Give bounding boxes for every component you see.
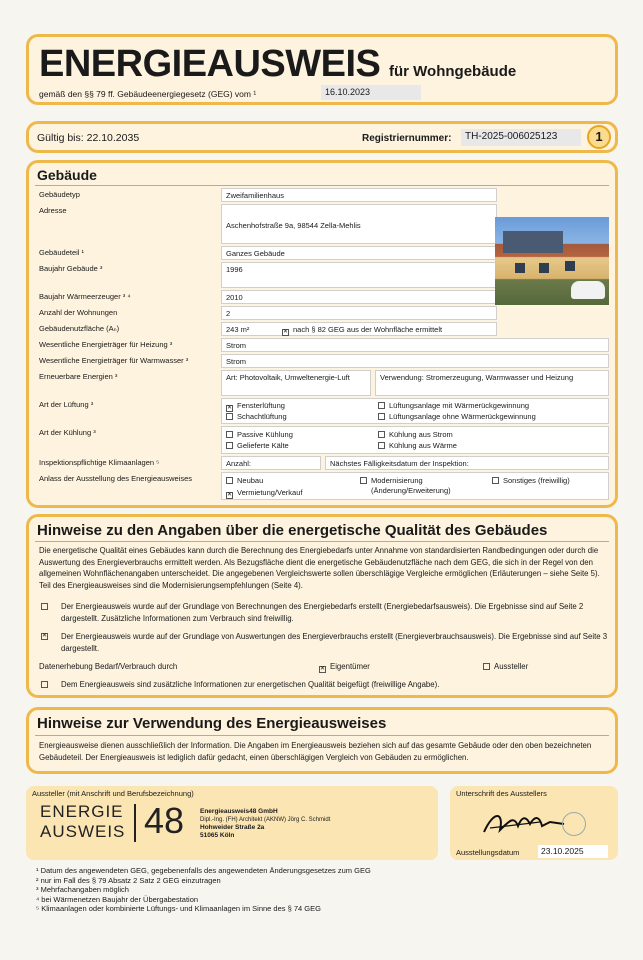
row-value: Ganzes Gebäude: [221, 246, 497, 260]
stamp-icon: [562, 812, 586, 836]
row-value: [221, 322, 497, 336]
option-schachtlueftung[interactable]: [226, 412, 287, 421]
building-photo: [495, 217, 609, 305]
option-zusatzinfo[interactable]: [39, 679, 609, 691]
signature-box: [450, 786, 618, 860]
checkbox-icon: [378, 442, 385, 449]
option-label: Dem Energieausweis sind zusätzliche Informationen zur energetischen Qualität beigefügt (freiwillige Angabe).: [61, 680, 440, 689]
row-label: Erneuerbare Energien ³: [39, 372, 118, 381]
issuer-person: Dipl.-Ing. (FH) Architekt (AKNW) Jörg C. Schmidt: [200, 817, 331, 823]
row-gebaeudetyp: [35, 188, 609, 202]
aussteller-label: Aussteller (mit Anschrift und Berufsbezeichnung): [32, 789, 194, 798]
option-neubau[interactable]: [226, 476, 263, 485]
checkbox-icon: [226, 413, 233, 420]
klima-faelligkeit: Nächstes Fälligkeitsdatum der Inspektion:: [325, 456, 609, 470]
document-title: ENERGIEAUSWEIS: [39, 43, 381, 85]
option-vermietung[interactable]: [226, 488, 302, 499]
klima-anzahl: Anzahl:: [221, 456, 321, 470]
aussteller-box: [26, 786, 438, 860]
lueftung-options: [221, 398, 609, 424]
row-label: Inspektionspflichtige Klimaanlagen ⁵: [39, 458, 160, 467]
row-value: Strom: [221, 338, 609, 352]
checkbox-icon: [226, 442, 233, 449]
row-label: Gebäudeteil ¹: [39, 248, 85, 257]
section-title: Hinweise zur Verwendung des Energieausweises: [37, 715, 387, 732]
row-label: Adresse: [39, 206, 67, 215]
checkbox-icon: [41, 603, 48, 610]
erneuerbar-verwendung: Verwendung: Stromerzeugung, Warmwasser und Heizung: [375, 370, 609, 396]
footnotes: [36, 866, 596, 914]
option-gelieferte-kaelte[interactable]: [226, 441, 289, 450]
checkbox-checked-icon: ✕: [320, 666, 326, 672]
option-fensterlueftung[interactable]: [226, 401, 285, 412]
checkbox-icon: [378, 431, 385, 438]
valid-until: Gültig bis: 22.10.2035: [37, 132, 140, 144]
option-eigentuemer[interactable]: [319, 662, 370, 673]
option-kuehlung-waerme[interactable]: [378, 441, 457, 450]
option-label: Fensterlüftung: [237, 401, 285, 410]
row-label: Art der Lüftung ³: [39, 400, 94, 409]
row-klimaanlagen: [35, 456, 609, 470]
option-label: Neubau: [237, 476, 264, 485]
footnote: ⁴ bei Wärmenetzen Baujahr der Übergabestation: [36, 894, 199, 904]
row-energietraeger-warmwasser: [35, 354, 609, 368]
signature-label: Unterschrift des Ausstellers: [456, 789, 547, 798]
hinweise-intro: Die energetische Qualität eines Gebäudes kann durch die Berechnung des Energiebedarfs unter Annahme von standardisierten Randbedingungen oder durch die Auswertung des Energieverbrauchs ermittelt werden. Als Bezugsfläche dient die energetische Gebäudenutzfläche nach dem GEG, die sich in der Regel von den allgemeinen Wohnflächenangaben unterscheidet. Die angegebenen Vergleichswerte sollen überschlägige Vergleiche ermöglichen (Erläuterungen – siehe Seite 5). Teil des Energieausweises sind die Modernisierungsempfehlungen (Seite 4).: [39, 546, 600, 590]
kuehlung-options: [221, 426, 609, 454]
option-label: Sonstiges (freiwillig): [503, 476, 570, 485]
checkbox-checked-icon: ✕: [42, 633, 48, 639]
row-value: 1996: [221, 262, 497, 288]
row-lueftung: [35, 398, 609, 424]
row-value: Zweifamilienhaus: [221, 188, 497, 202]
row-label: Gebäudetyp: [39, 190, 80, 199]
validity-bar: [26, 121, 618, 153]
option-label: Modernisierung (Änderung/Erweiterung): [371, 476, 451, 495]
option-energiebedarf[interactable]: [39, 601, 609, 624]
option-lueftungsanlage-ohne[interactable]: [378, 412, 536, 421]
checkbox-icon: [378, 402, 385, 409]
option-label: Kühlung aus Strom: [389, 430, 453, 439]
checkbox-icon: [41, 681, 48, 688]
option-aussteller[interactable]: [483, 662, 528, 671]
hinweise-verwendung-text: Energieausweise dienen ausschließlich der Information. Die Angaben im Energieausweis beziehen sich auf das gesamte Gebäude oder den oben bezeichneten Gebäudeteil. Der Energieausweis ist lediglich dafür gedacht, einen überschlägigen Vergleich von Gebäuden zu ermöglichen.: [39, 741, 592, 762]
erneuerbar-art: Art: Photovoltaik, Umweltenergie-Luft: [221, 370, 371, 396]
footnote: ⁵ Klimaanlagen oder kombinierte Lüftungs- und Klimaanlagen im Sinne des § 74 GEG: [36, 904, 321, 914]
row-label: Anzahl der Wohnungen: [39, 308, 118, 317]
option-label: Der Energieausweis wurde auf der Grundlage von Auswertungen des Energieverbrauchs erstellt (Energieverbrauchsausweis). Die Ergebnisse sind auf Seite 3 dargestellt.: [61, 632, 608, 653]
row-label: Wesentliche Energieträger für Heizung ³: [39, 340, 173, 349]
option-energieverbrauch[interactable]: [39, 631, 609, 654]
row-label: Anlass der Ausstellung des Energieausweises: [39, 474, 193, 483]
footnote: ³ Mehrfachangaben möglich: [36, 885, 129, 895]
hinweise-verwendung-section: [26, 707, 618, 774]
header-panel: [26, 34, 618, 105]
row-label: Baujahr Wärmeerzeuger ³ ⁴: [39, 292, 131, 301]
row-wohnungen: [35, 306, 609, 320]
row-energietraeger-heizung: [35, 338, 609, 352]
row-value: Aschenhofstraße 9a, 98544 Zella-Mehlis: [221, 204, 497, 244]
row-kuehlung: [35, 426, 609, 454]
option-label: Passive Kühlung: [237, 430, 293, 439]
checkbox-icon: [378, 413, 385, 420]
option-kuehlung-strom[interactable]: [378, 430, 453, 439]
anlass-options: [221, 472, 609, 500]
gesetz-line: gemäß den §§ 79 ff. Gebäudeenergiegesetz (GEG) vom ¹: [39, 89, 257, 99]
checkbox-icon: [226, 431, 233, 438]
row-erneuerbare: [35, 370, 609, 396]
energieausweis48-logo: ENERGIE AUSWEIS 48: [40, 800, 185, 841]
option-label: Vermietung/Verkauf: [237, 488, 303, 497]
registration-label: Registriernummer:: [362, 133, 452, 144]
row-label: Gebäudenutzfläche (Aₙ): [39, 324, 120, 333]
option-lueftungsanlage-mit[interactable]: [378, 401, 529, 410]
option-label: Lüftungsanlage mit Wärmerückgewinnung: [389, 401, 530, 410]
footnote: ² nur im Fall des § 79 Absatz 2 Satz 2 GEG einzutragen: [36, 875, 221, 885]
footnote: ¹ Datum des angewendeten GEG, gegebenenfalls des angewendeten Änderungsgesetzes zum GEG: [36, 866, 371, 875]
datenerhebung-label: Datenerhebung Bedarf/Verbrauch durch: [39, 662, 178, 671]
section-title: Gebäude: [37, 167, 97, 183]
row-anlass: [35, 472, 609, 500]
nutzflaeche-value: 243 m²: [226, 325, 250, 334]
hinweise-angaben-section: [26, 514, 618, 698]
checkbox-icon: [360, 477, 367, 484]
section-title: Hinweise zu den Angaben über die energetische Qualität des Gebäudes: [37, 522, 548, 539]
option-label: Kühlung aus Wärme: [389, 441, 457, 450]
document-subtitle: für Wohngebäude: [389, 63, 517, 80]
option-label: Gelieferte Kälte: [237, 441, 289, 450]
issuer-street: Hohweider Straße 2a: [200, 824, 265, 831]
checkbox-checked-icon: ✕: [283, 329, 289, 335]
option-sonstiges[interactable]: [492, 476, 570, 485]
row-nutzflaeche: [35, 322, 609, 336]
ausstellungsdatum-value: 23.10.2025: [538, 845, 608, 858]
option-modernisierung[interactable]: [360, 476, 480, 496]
row-value: 2: [221, 306, 497, 320]
checkbox-icon: [226, 477, 233, 484]
option-label: Lüftungsanlage ohne Wärmerückgewinnung: [389, 412, 536, 421]
option-label: Schachtlüftung: [237, 412, 287, 421]
option-label: Der Energieausweis wurde auf der Grundlage von Berechnungen des Energiebedarfs erstellt (Energiebedarfsausweis). Die Ergebnisse sind auf Seite 2 dargestellt. Zusätzliche Informationen zum Verbrauch sind freiwillig.: [61, 602, 584, 623]
nutzflaeche-note: nach § 82 GEG aus der Wohnfläche ermittelt: [293, 325, 443, 334]
aussteller-address: [200, 808, 330, 840]
building-section: [26, 160, 618, 508]
page-number-badge: 1: [587, 125, 611, 149]
option-label: Aussteller: [494, 662, 529, 671]
registration-number: TH-2025-006025123: [461, 129, 581, 146]
checkbox-icon: [483, 663, 490, 670]
issuer-city: 51065 Köln: [200, 832, 235, 839]
row-label: Wesentliche Energieträger für Warmwasser ³: [39, 356, 189, 365]
company-name: Energieausweis48 GmbH: [200, 808, 278, 815]
checkbox-checked-icon: ✕: [227, 492, 233, 498]
ausstellungsdatum-label: Ausstellungsdatum: [456, 848, 520, 857]
row-label: Baujahr Gebäude ³: [39, 264, 103, 273]
row-value: Strom: [221, 354, 609, 368]
option-label: Eigentümer: [330, 662, 370, 671]
gesetz-date: 16.10.2023: [321, 85, 421, 100]
row-label: Art der Kühlung ³: [39, 428, 96, 437]
row-value: 2010: [221, 290, 497, 304]
option-passive-kuehlung[interactable]: [226, 430, 293, 439]
checkbox-checked-icon: ✕: [227, 405, 233, 411]
checkbox-icon: [492, 477, 499, 484]
